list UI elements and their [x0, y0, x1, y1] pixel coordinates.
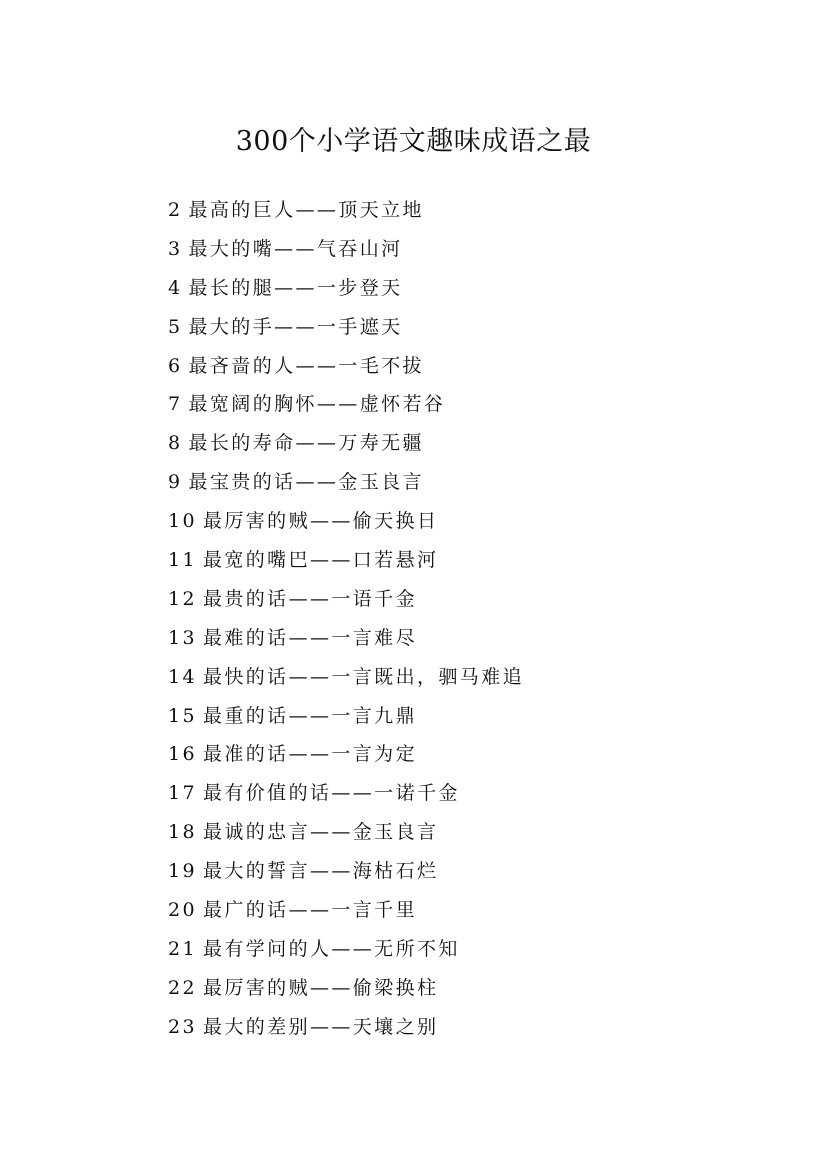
- list-item: [168, 195, 524, 234]
- list-item: [168, 856, 524, 895]
- item-text: 最有学问的人——无所不知: [202, 937, 460, 960]
- item-number: 4: [168, 276, 183, 299]
- list-item: [168, 739, 524, 778]
- list-item: [168, 778, 524, 817]
- list-item: [168, 701, 524, 740]
- item-number: 14: [168, 665, 197, 688]
- item-text: 最大的嘴——气吞山河: [188, 237, 403, 260]
- item-number: 7: [168, 393, 183, 416]
- list-item: [168, 817, 524, 856]
- list-item: [168, 506, 524, 545]
- item-number: 2: [168, 199, 183, 221]
- item-text: 最长的寿命——万寿无疆: [188, 432, 424, 455]
- list-item: [168, 351, 524, 390]
- item-text: 最大的差别——天壤之别: [202, 1015, 439, 1038]
- item-number: 13: [168, 626, 197, 649]
- item-text: 最宽的嘴巴——口若悬河: [202, 549, 439, 572]
- item-text: 最厉害的贼——偷梁换柱: [202, 976, 439, 999]
- list-item: [168, 273, 524, 312]
- item-text: 最吝啬的人——一毛不拔: [188, 354, 424, 377]
- item-text: 最快的话——一言既出，驷马难追: [202, 665, 524, 688]
- item-number: 5: [168, 315, 183, 338]
- item-text: 最大的誓言——海枯石烂: [202, 860, 439, 883]
- list-item: [168, 1012, 524, 1051]
- item-number: 18: [168, 821, 197, 844]
- item-number: 22: [168, 976, 197, 999]
- item-text: 最难的话——一言难尽: [202, 626, 417, 649]
- item-text: 最贵的话——一语千金: [202, 587, 417, 610]
- idiom-list: [168, 195, 524, 1051]
- item-text: 最高的巨人——顶天立地: [188, 199, 424, 221]
- item-text: 最大的手——一手遮天: [188, 315, 403, 338]
- item-number: 21: [168, 937, 197, 960]
- list-item: [168, 312, 524, 351]
- item-number: 3: [168, 237, 183, 260]
- item-number: 19: [168, 860, 197, 883]
- item-text: 最准的话——一言为定: [202, 743, 417, 766]
- list-item: [168, 895, 524, 934]
- item-number: 6: [168, 354, 183, 377]
- item-text: 最广的话——一言千里: [202, 899, 417, 922]
- list-item: [168, 545, 524, 584]
- item-number: 23: [168, 1015, 197, 1038]
- item-text: 最宝贵的话——金玉良言: [188, 471, 424, 494]
- item-number: 10: [168, 510, 197, 533]
- list-item: [168, 389, 524, 428]
- item-number: 11: [168, 549, 197, 572]
- item-number: 9: [168, 471, 183, 494]
- list-item: [168, 662, 524, 701]
- item-text: 最厉害的贼——偷天换日: [202, 510, 439, 533]
- item-text: 最长的腿——一步登天: [188, 276, 403, 299]
- list-item: [168, 428, 524, 467]
- list-item: [168, 584, 524, 623]
- item-text: 最宽阔的胸怀——虚怀若谷: [188, 393, 446, 416]
- list-item: [168, 973, 524, 1012]
- document-title: 300个小学语文趣味成语之最: [235, 126, 592, 158]
- list-item: [168, 623, 524, 662]
- item-text: 最重的话——一言九鼎: [202, 704, 417, 727]
- item-number: 20: [168, 899, 197, 922]
- item-number: 16: [168, 743, 197, 766]
- list-item: [168, 934, 524, 973]
- item-number: 8: [168, 432, 183, 455]
- item-number: 12: [168, 587, 197, 610]
- list-item: [168, 234, 524, 273]
- list-item: [168, 467, 524, 506]
- item-number: 17: [168, 782, 197, 805]
- item-number: 15: [168, 704, 197, 727]
- item-text: 最有价值的话——一诺千金: [202, 782, 460, 805]
- item-text: 最诚的忠言——金玉良言: [202, 821, 439, 844]
